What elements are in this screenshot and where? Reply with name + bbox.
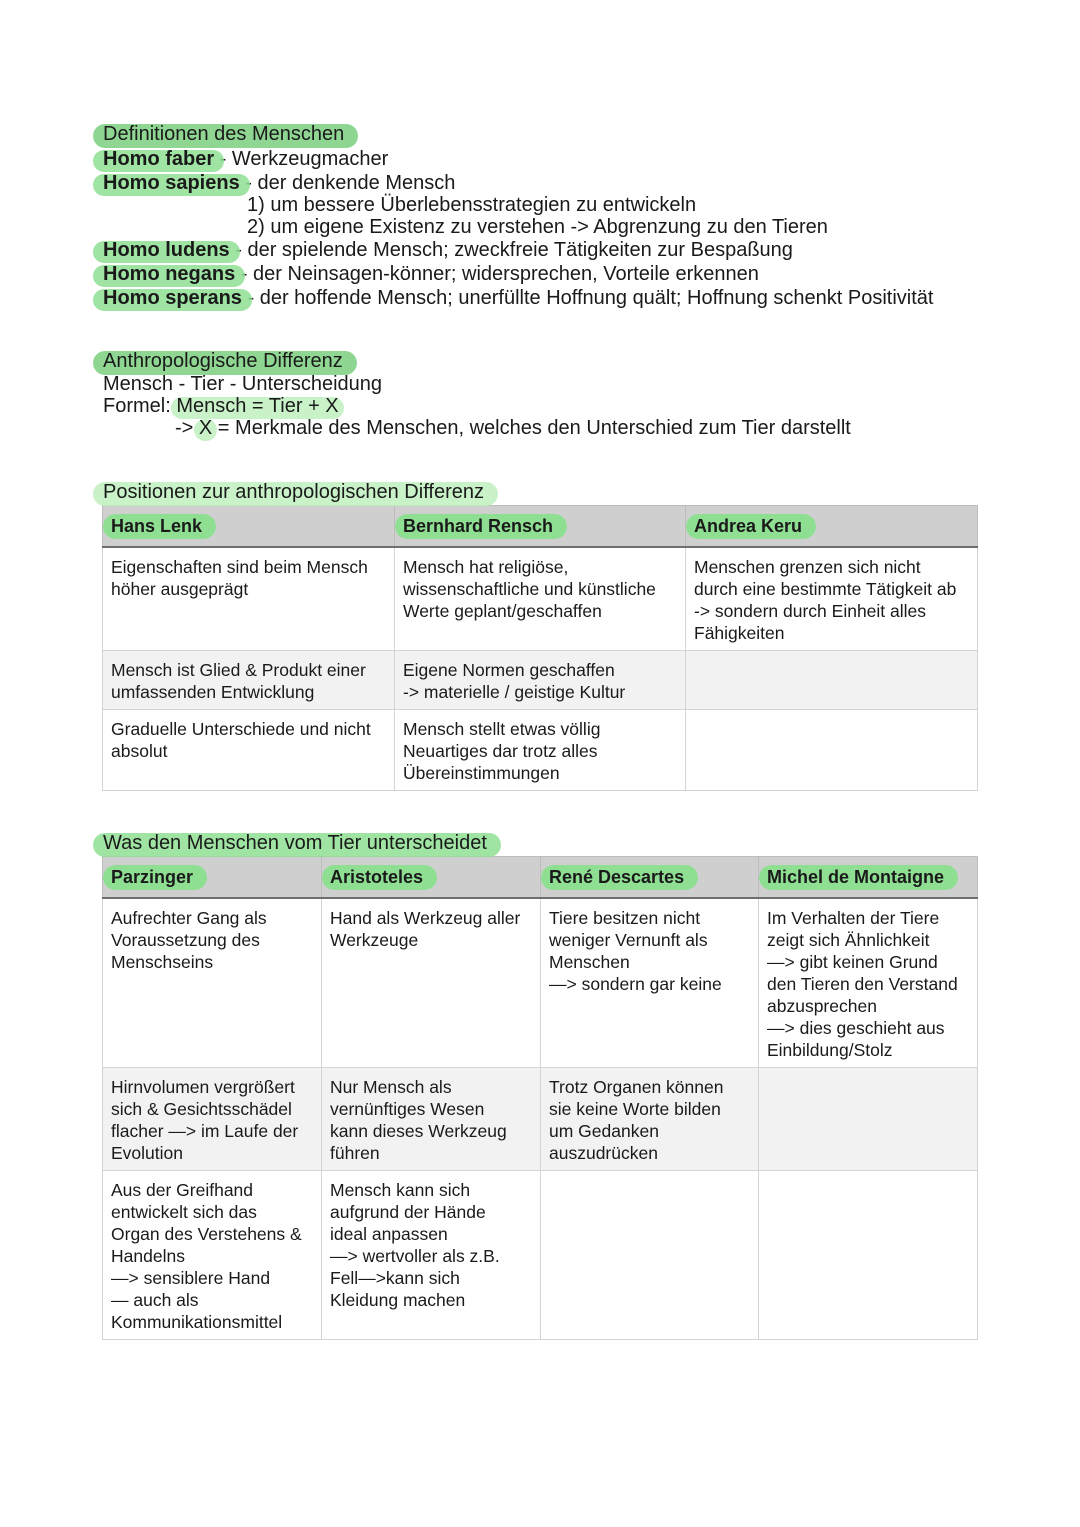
def-term: Homo ludens: [103, 239, 230, 261]
table-cell: [322, 1171, 541, 1340]
def-term: Homo negans: [103, 263, 236, 285]
table-cell: [541, 1068, 759, 1171]
def-sapiens-point-1: [247, 194, 696, 216]
formula-prefix: Formel:: [103, 395, 177, 417]
table-cell: [103, 1171, 322, 1340]
section-title-differenz: [103, 349, 347, 373]
table-cell: [395, 651, 686, 710]
cell-text: Hirnvolumen vergrößert sich & Gesichtsschädel flacher —> im Laufe der Evolution: [111, 1077, 299, 1163]
def-homo-sapiens: [103, 172, 455, 194]
cell-text: Aus der Greifhand entwickelt sich das Organ des Verstehens & Handelns —> sensiblere Hand — auch als Kommunikationsmittel: [111, 1180, 302, 1332]
cell-text: Im Verhalten der Tiere zeigt sich Ähnlichkeit —> gibt keinen Grund den Tieren den Verstand abzusprechen —> dies geschieht aus Einbildung/Stolz: [767, 908, 958, 1060]
header-label: Michel de Montaigne: [767, 867, 945, 887]
cell-text: Mensch hat religiöse, wissenschaftliche und künstliche Werte geplant/geschaffen: [403, 557, 656, 621]
table-cell: [103, 1068, 322, 1171]
cell-text: Nur Mensch als vernünftiges Wesen kann dieses Werkzeug führen: [330, 1077, 507, 1163]
table-row: [103, 547, 978, 651]
differences-table: [102, 856, 978, 1340]
def-term: Homo faber: [103, 148, 215, 170]
def-desc: - der denkende Mensch: [239, 172, 456, 194]
table-cell: [103, 547, 395, 651]
table-cell: [759, 1068, 978, 1171]
cell-text: Mensch stellt etwas völlig Neuartiges dar trotz alles Übereinstimmungen: [403, 719, 601, 783]
formula-line: [103, 395, 339, 417]
def-desc: - der hoffende Mensch; unerfüllte Hoffnung quält; Hoffnung schenkt Positivität: [241, 287, 934, 309]
table-cell: [759, 898, 978, 1068]
table-cell: [322, 898, 541, 1068]
table-cell: [686, 710, 978, 791]
cell-text: Hand als Werkzeug aller Werkzeuge: [330, 908, 521, 950]
formula-explanation: [175, 417, 851, 439]
x-description: = Merkmale des Menschen, welches den Unterschied zum Tier darstellt: [212, 417, 851, 439]
header-label: Hans Lenk: [111, 516, 203, 536]
header-rene-descartes: [541, 857, 759, 899]
table-cell: [395, 547, 686, 651]
def-desc: - Werkzeugmacher: [214, 148, 389, 170]
table-row: [103, 1171, 978, 1340]
header-label: Bernhard Rensch: [403, 516, 554, 536]
table-header-row: [103, 506, 978, 548]
table-cell: [759, 1171, 978, 1340]
x-variable: X: [198, 417, 213, 439]
header-aristoteles: [322, 857, 541, 899]
def-term: Homo sapiens: [103, 172, 240, 194]
section-title-unterscheidet: [103, 831, 491, 855]
positions-table: [102, 505, 978, 791]
table-row: [103, 651, 978, 710]
def-desc: - der Neinsagen-könner; widersprechen, Vorteile erkennen: [235, 263, 759, 285]
section-title-text: Anthropologische Differenz: [103, 349, 347, 373]
table-row: [103, 1068, 978, 1171]
table-cell: [395, 710, 686, 791]
table-cell: [541, 1171, 759, 1340]
table-cell: [103, 710, 395, 791]
cell-text: Mensch ist Glied & Produkt einer umfassenden Entwicklung: [111, 660, 366, 702]
table-row: [103, 898, 978, 1068]
formula: Mensch = Tier + X: [176, 395, 339, 417]
cell-text: Tiere besitzen nicht weniger Vernunft als Menschen —> sondern gar keine: [549, 908, 722, 994]
differenz-text: Mensch - Tier - Unterscheidung: [103, 373, 383, 395]
header-andrea-keru: [686, 506, 978, 548]
table-cell: [686, 547, 978, 651]
header-label: Parzinger: [111, 867, 194, 887]
header-label: Andrea Keru: [694, 516, 803, 536]
header-michel-de-montaigne: [759, 857, 978, 899]
table-cell: [686, 651, 978, 710]
header-bernhard-rensch: [395, 506, 686, 548]
def-homo-sperans: [103, 287, 933, 309]
cell-text: Aufrechter Gang als Voraussetzung des Menschseins: [111, 908, 267, 972]
def-homo-negans: [103, 263, 759, 285]
cell-text: Menschen grenzen sich nicht durch eine bestimmte Tätigkeit ab -> sondern durch Einheit alles Fähigkeiten: [694, 557, 957, 643]
section-title-text: Was den Menschen vom Tier unterscheidet: [103, 831, 491, 855]
arrow: ->: [175, 417, 199, 439]
section-title-text: Positionen zur anthropologischen Differenz: [103, 480, 488, 504]
section-title-text: Definitionen des Menschen: [103, 122, 348, 146]
table-cell: [103, 898, 322, 1068]
header-label: René Descartes: [549, 867, 685, 887]
header-label: Aristoteles: [330, 867, 424, 887]
def-sapiens-point-2: [247, 216, 828, 238]
table-cell: [541, 898, 759, 1068]
section-title-definitionen: [103, 122, 348, 146]
table-cell: [322, 1068, 541, 1171]
table-row: [103, 710, 978, 791]
def-sub-text: 1) um bessere Überlebensstrategien zu entwickeln: [247, 194, 697, 216]
cell-text: Eigene Normen geschaffen -> materielle / geistige Kultur: [403, 660, 626, 702]
cell-text: Trotz Organen können sie keine Worte bilden um Gedanken auszudrücken: [549, 1077, 724, 1163]
table-header-row: [103, 857, 978, 899]
def-homo-faber: [103, 148, 388, 170]
def-desc: - der spielende Mensch; zweckfreie Tätigkeiten zur Bespaßung: [229, 239, 793, 261]
def-sub-text: 2) um eigene Existenz zu verstehen -> Abgrenzung zu den Tieren: [247, 216, 828, 238]
cell-text: Eigenschaften sind beim Mensch höher ausgeprägt: [111, 557, 368, 599]
header-parzinger: [103, 857, 322, 899]
header-hans-lenk: [103, 506, 395, 548]
cell-text: Graduelle Unterschiede und nicht absolut: [111, 719, 371, 761]
def-term: Homo sperans: [103, 287, 242, 309]
section-title-positionen: [103, 480, 488, 504]
def-homo-ludens: [103, 239, 793, 261]
table-cell: [103, 651, 395, 710]
differenz-line: [103, 373, 382, 395]
cell-text: Mensch kann sich aufgrund der Hände ideal anpassen —> wertvoller als z.B. Fell—>kann sich Kleidung machen: [330, 1180, 500, 1310]
